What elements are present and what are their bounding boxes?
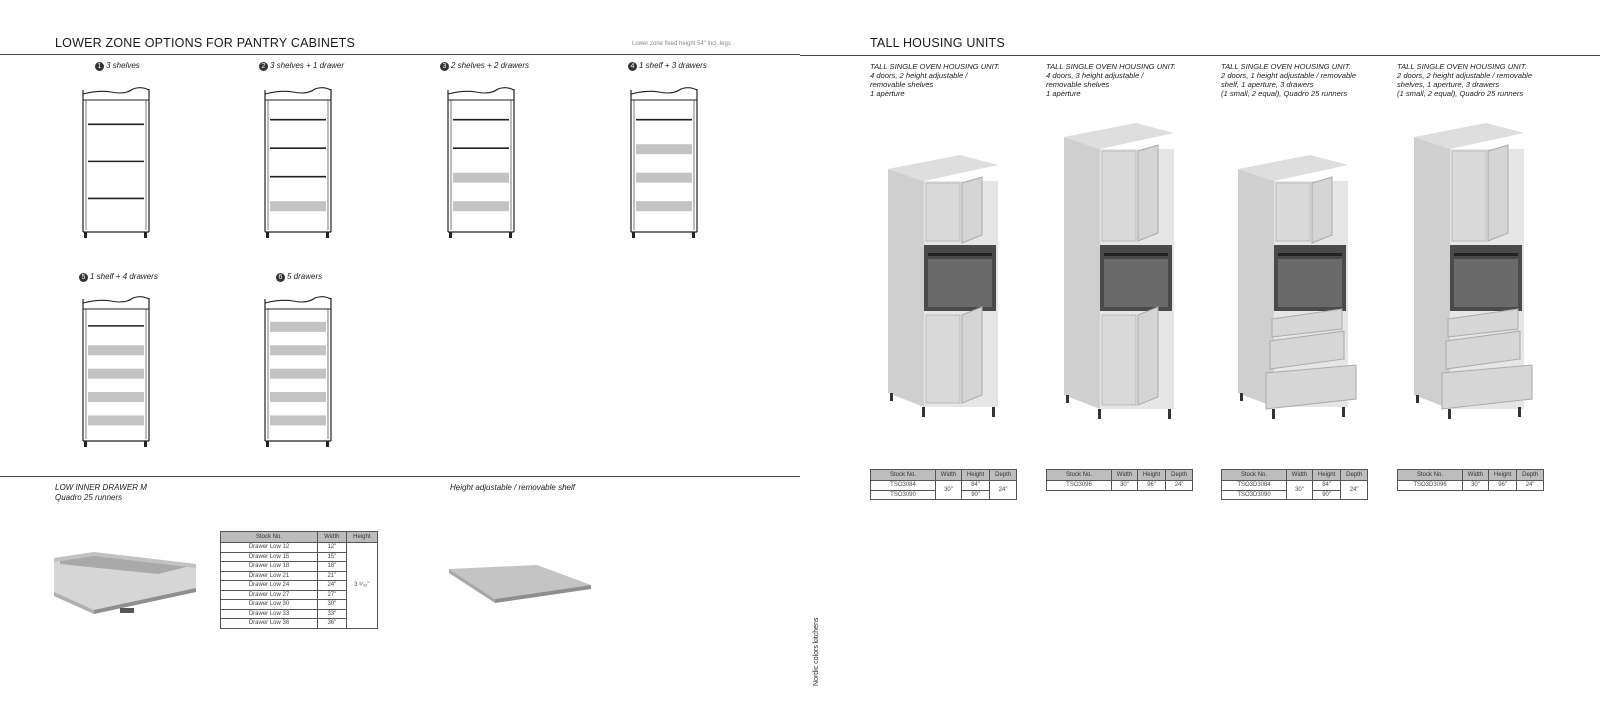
table-row: TSO3090 90" bbox=[871, 490, 1017, 500]
option-label-5: 5 1 shelf + 4 drawers bbox=[79, 272, 158, 282]
drawer-block bbox=[88, 392, 144, 402]
option-label-1: 1 3 shelves bbox=[95, 61, 140, 71]
drawer-spec-table bbox=[220, 531, 378, 629]
cabinet-drawing-4 bbox=[629, 84, 699, 240]
shelf-section-title: Height adjustable / removable shelf bbox=[450, 483, 575, 492]
table-row: TSO3096 30" 96" 24" bbox=[1047, 481, 1193, 491]
drawer-block bbox=[636, 144, 692, 154]
cabinet-drawing-2 bbox=[263, 84, 333, 240]
table-row: Drawer Low 27 27" bbox=[221, 590, 378, 600]
drawer-height-cell: 3 ⁵⁄₃₂" bbox=[346, 543, 377, 629]
table-row: Drawer Low 33 33" bbox=[221, 609, 378, 619]
drawer-block bbox=[270, 415, 326, 425]
drawer-block bbox=[453, 173, 509, 183]
drawer-block bbox=[88, 345, 144, 355]
drawer-block bbox=[636, 201, 692, 211]
lower-zone-note: Lower zone fixed height 54" incl. legs bbox=[632, 41, 731, 47]
drawer-block bbox=[270, 322, 326, 332]
cabinet-drawing-3 bbox=[446, 84, 516, 240]
unit-desc-3: TALL SINGLE OVEN HOUSING UNIT. 2 doors, 1 height adjustable / removable shelf, 1 aperture, 3 drawers (1 small, 2 equal), Quadro 25 runners bbox=[1221, 62, 1357, 98]
tall-unit-image-4 bbox=[1408, 123, 1538, 425]
tall-unit-image-2 bbox=[1058, 123, 1178, 425]
table-row: Drawer Low 24 24" bbox=[221, 581, 378, 591]
table-row: TSO3084 30" 84" 24" bbox=[871, 481, 1017, 491]
unit-spec-table-4: Stock No. Width Height Depth TSO3D3096 30" 96" 24" bbox=[1397, 469, 1544, 491]
drawer-block bbox=[270, 392, 326, 402]
drawer-illustration bbox=[54, 552, 199, 622]
table-row: TSO3D3084 30" 84" 24" bbox=[1222, 481, 1368, 491]
left-title-rule bbox=[0, 54, 800, 55]
cabinet-drawing-1 bbox=[81, 84, 151, 240]
drawer-header-height: Height bbox=[346, 532, 377, 543]
left-section-title: LOWER ZONE OPTIONS FOR PANTRY CABINETS bbox=[55, 36, 356, 50]
right-title-rule bbox=[800, 55, 1600, 56]
cabinet-drawing-6 bbox=[263, 293, 333, 449]
unit-desc-1: TALL SINGLE OVEN HOUSING UNIT. 4 doors, 2 height adjustable / removable shelves 1 aperture bbox=[870, 62, 1000, 98]
left-bottom-rule bbox=[0, 476, 800, 477]
table-row: Drawer Low 36 36" bbox=[221, 619, 378, 629]
drawer-header-width: Width bbox=[318, 532, 347, 543]
drawer-block bbox=[88, 369, 144, 379]
table-row: Drawer Low 12 12" 3 ⁵⁄₃₂" bbox=[221, 543, 378, 553]
unit-desc-4: TALL SINGLE OVEN HOUSING UNIT. 2 doors, 2 height adjustable / removable shelves, 1 aperture, 3 drawers (1 small, 2 equal), Quadro 25 runners bbox=[1397, 62, 1533, 98]
unit-spec-table-3: Stock No. Width Height Depth TSO3D3084 30" 84" 24" TSO3D3090 90" bbox=[1221, 469, 1368, 500]
option-label-3: 3 2 shelves + 2 drawers bbox=[440, 61, 529, 71]
table-row: Drawer Low 18 18" bbox=[221, 562, 378, 572]
cabinet-drawing-5 bbox=[81, 293, 151, 449]
drawer-block bbox=[270, 201, 326, 211]
shelf-illustration bbox=[449, 565, 594, 615]
table-row: Drawer Low 15 15" bbox=[221, 552, 378, 562]
unit-spec-table-2: Stock No. Width Height Depth TSO3096 30" 96" 24" bbox=[1046, 469, 1193, 491]
unit-desc-2: TALL SINGLE OVEN HOUSING UNIT. 4 doors, 3 height adjustable / removable shelves 1 aperture bbox=[1046, 62, 1176, 98]
drawer-block bbox=[270, 345, 326, 355]
drawer-block bbox=[453, 201, 509, 211]
brand-footer: Nordic colors kitchens bbox=[813, 617, 820, 686]
drawer-block bbox=[270, 369, 326, 379]
table-row: TSO3D3096 30" 96" 24" bbox=[1398, 481, 1544, 491]
drawer-block bbox=[88, 415, 144, 425]
table-row: Drawer Low 21 21" bbox=[221, 571, 378, 581]
drawer-header-stock: Stock No. bbox=[221, 532, 318, 543]
tall-unit-image-3 bbox=[1232, 155, 1362, 425]
table-row: TSO3D3090 90" bbox=[1222, 490, 1368, 500]
tall-unit-image-1 bbox=[882, 155, 1002, 425]
table-row: Drawer Low 30 30" bbox=[221, 600, 378, 610]
right-section-title: TALL HOUSING UNITS bbox=[870, 36, 1005, 50]
unit-spec-table-1: Stock No. Width Height Depth TSO3084 30" 84" 24" TSO3090 90" bbox=[870, 469, 1017, 500]
option-label-2: 2 3 shelves + 1 drawer bbox=[259, 61, 344, 71]
option-label-6: 6 5 drawers bbox=[276, 272, 322, 282]
drawer-block bbox=[636, 173, 692, 183]
drawer-section-title: LOW INNER DRAWER M Quadro 25 runners bbox=[55, 483, 147, 502]
option-label-4: 4 1 shelf + 3 drawers bbox=[628, 61, 707, 71]
